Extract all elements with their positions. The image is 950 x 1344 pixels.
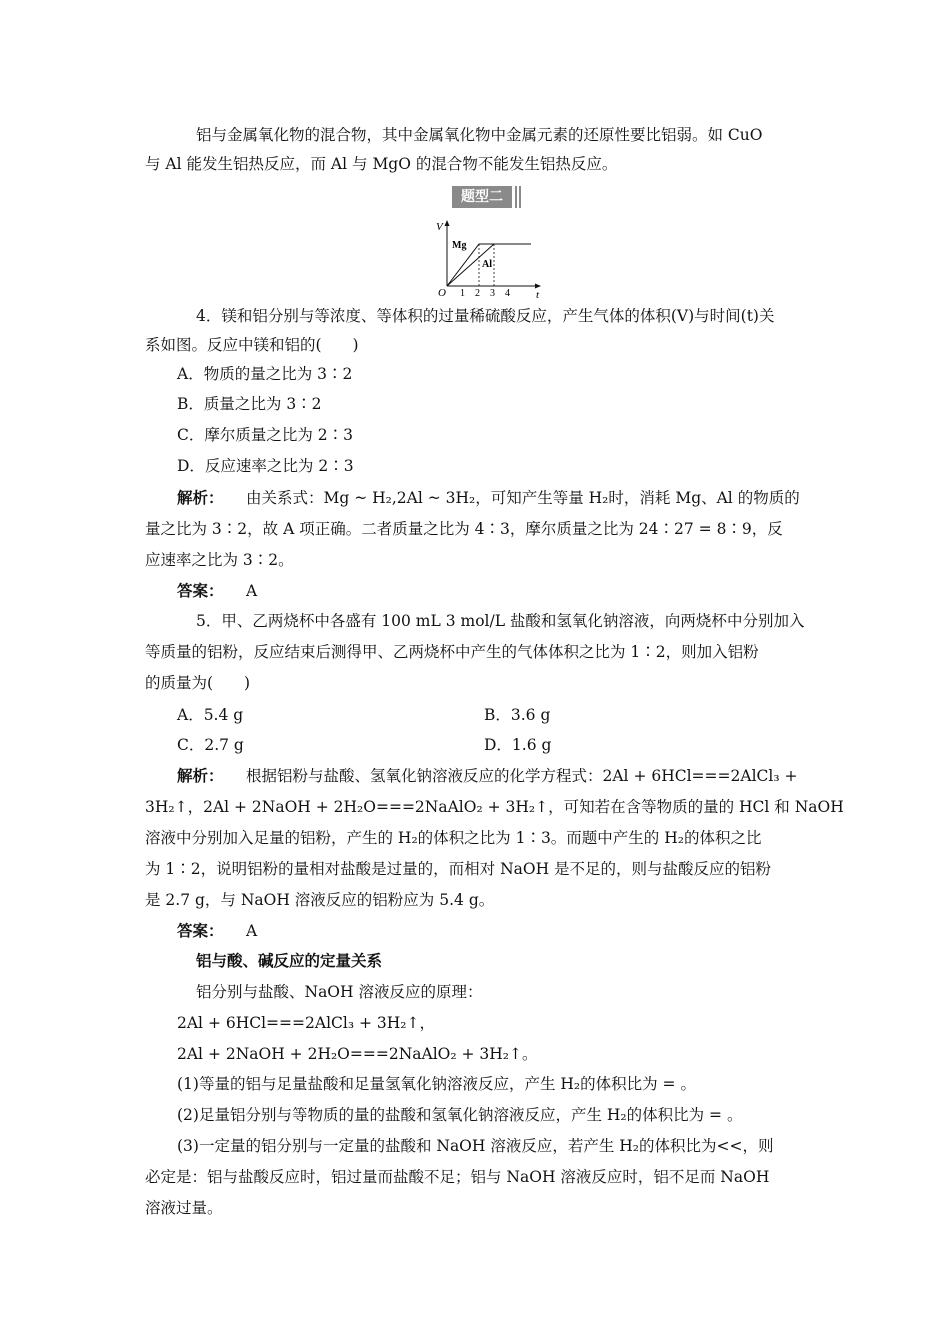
q5-stem-line-3: 的质量为( ) bbox=[145, 674, 251, 692]
summary-point-3-line-1: (3)一定量的铝分别与一定量的盐酸和 NaOH 溶液反应，若产生 H₂的体积比为<<，则 bbox=[177, 1137, 774, 1155]
q5-answer-label: 答案： bbox=[177, 921, 224, 940]
intro-line-2: 与 Al 能发生铝热反应，而 Al 与 MgO 的混合物不能发生铝热反应。 bbox=[145, 155, 618, 173]
q5-stem-line-2: 等质量的铝粉，反应结束后测得甲、乙两烧杯中产生的气体体积之比为 1∶2，则加入铝粉 bbox=[145, 643, 759, 661]
q5-analysis-line-4: 为 1∶2，说明铝粉的量相对盐酸是过量的，而相对 NaOH 是不足的，则与盐酸反应的铝粉 bbox=[145, 860, 772, 878]
banner-stripe bbox=[515, 186, 517, 208]
tick-label: 4 bbox=[505, 288, 510, 299]
y-axis-arrow bbox=[445, 220, 450, 226]
summary-point-2: (2)足量铝分别与等物质的量的盐酸和氢氧化钠溶液反应，产生 H₂的体积比为 = 。 bbox=[177, 1106, 743, 1124]
q4-stem-line-2: 系如图。反应中镁和铝的( ) bbox=[145, 336, 359, 354]
tick-label: 1 bbox=[460, 288, 465, 299]
q5-option-d: D．1.6 g bbox=[484, 736, 552, 754]
q4-answer: A bbox=[246, 582, 258, 600]
q5-analysis-line-1: 根据铝粉与盐酸、氢氧化钠溶液反应的化学方程式：2Al + 6HCl===2AlCl₃ + bbox=[246, 767, 798, 785]
intro-line-1: 铝与金属氧化物的混合物，其中金属氧化物中金属元素的还原性要比铝弱。如 CuO bbox=[196, 126, 763, 144]
summary-equation-naoh: 2Al + 2NaOH + 2H₂O===2NaAlO₂ + 3H₂↑。 bbox=[177, 1045, 538, 1063]
summary-point-1: (1)等量的铝与足量盐酸和足量氢氧化钠溶液反应，产生 H₂的体积比为 = 。 bbox=[177, 1075, 696, 1093]
section-banner bbox=[452, 186, 522, 208]
q4-option-d: D．反应速率之比为 2∶3 bbox=[177, 457, 354, 475]
y-axis-label: V bbox=[436, 221, 443, 233]
q5-option-b: B．3.6 g bbox=[484, 706, 551, 724]
q5-option-c: C．2.7 g bbox=[177, 736, 244, 754]
q4-analysis-line-3: 应速率之比为 3∶2。 bbox=[145, 551, 294, 569]
summary-equation-hcl: 2Al + 6HCl===2AlCl₃ + 3H₂↑， bbox=[177, 1014, 435, 1032]
banner-stripe bbox=[519, 186, 521, 208]
q5-option-a: A．5.4 g bbox=[177, 706, 244, 724]
summary-line: 铝分别与盐酸、NaOH 溶液反应的原理： bbox=[196, 983, 483, 1001]
tick-label: 3 bbox=[490, 288, 495, 299]
q4-analysis-line-2: 量之比为 3∶2，故 A 项正确。二者质量之比为 4∶3，摩尔质量之比为 24∶27 = 8∶9，反 bbox=[145, 520, 783, 538]
volume-time-graph bbox=[430, 218, 545, 300]
x-axis-arrow bbox=[535, 284, 541, 289]
q4-option-a: A．物质的量之比为 3∶2 bbox=[177, 365, 353, 383]
q4-option-b: B．质量之比为 3∶2 bbox=[177, 395, 322, 413]
q5-analysis-label: 解析： bbox=[177, 766, 224, 785]
q5-analysis-line-3: 溶液中分别加入足量的铝粉，产生的 H₂的体积之比为 1∶3。而题中产生的 H₂的体积之比 bbox=[145, 829, 762, 847]
x-axis-label: t bbox=[536, 289, 540, 300]
origin-label: O bbox=[438, 287, 446, 299]
banner-label: 题型二 bbox=[452, 186, 512, 208]
summary-point-3-line-3: 溶液过量。 bbox=[145, 1199, 223, 1217]
tick-label: 2 bbox=[475, 288, 480, 299]
q4-analysis-label: 解析： bbox=[177, 488, 224, 507]
mg-label: Mg bbox=[452, 240, 467, 251]
q5-analysis-line-2: 3H₂↑，2Al + 2NaOH + 2H₂O===2NaAlO₂ + 3H₂↑，可知若在含等物质的量的 HCl 和 NaOH bbox=[145, 798, 844, 816]
q5-stem-line-1: 5．甲、乙两烧杯中各盛有 100 mL 3 mol/L 盐酸和氢氧化钠溶液，向两烧杯中分别加入 bbox=[196, 612, 805, 630]
q4-analysis-line-1: 由关系式：Mg ~ H₂,2Al ~ 3H₂，可知产生等量 H₂时，消耗 Mg、Al 的物质的 bbox=[246, 489, 800, 507]
q4-answer-label: 答案： bbox=[177, 581, 224, 600]
q5-analysis-line-5: 是 2.7 g，与 NaOH 溶液反应的铝粉应为 5.4 g。 bbox=[145, 891, 495, 909]
q4-option-c: C．摩尔质量之比为 2∶3 bbox=[177, 426, 354, 444]
q5-answer: A bbox=[246, 922, 258, 940]
al-label: Al bbox=[482, 259, 492, 270]
summary-title: 铝与酸、碱反应的定量关系 bbox=[196, 952, 383, 970]
q4-stem-line-1: 4．镁和铝分别与等浓度、等体积的过量稀硫酸反应，产生气体的体积(V)与时间(t)关 bbox=[196, 307, 775, 325]
summary-point-3-line-2: 必定是：铝与盐酸反应时，铝过量而盐酸不足；铝与 NaOH 溶液反应时，铝不足而 NaOH bbox=[145, 1168, 770, 1186]
